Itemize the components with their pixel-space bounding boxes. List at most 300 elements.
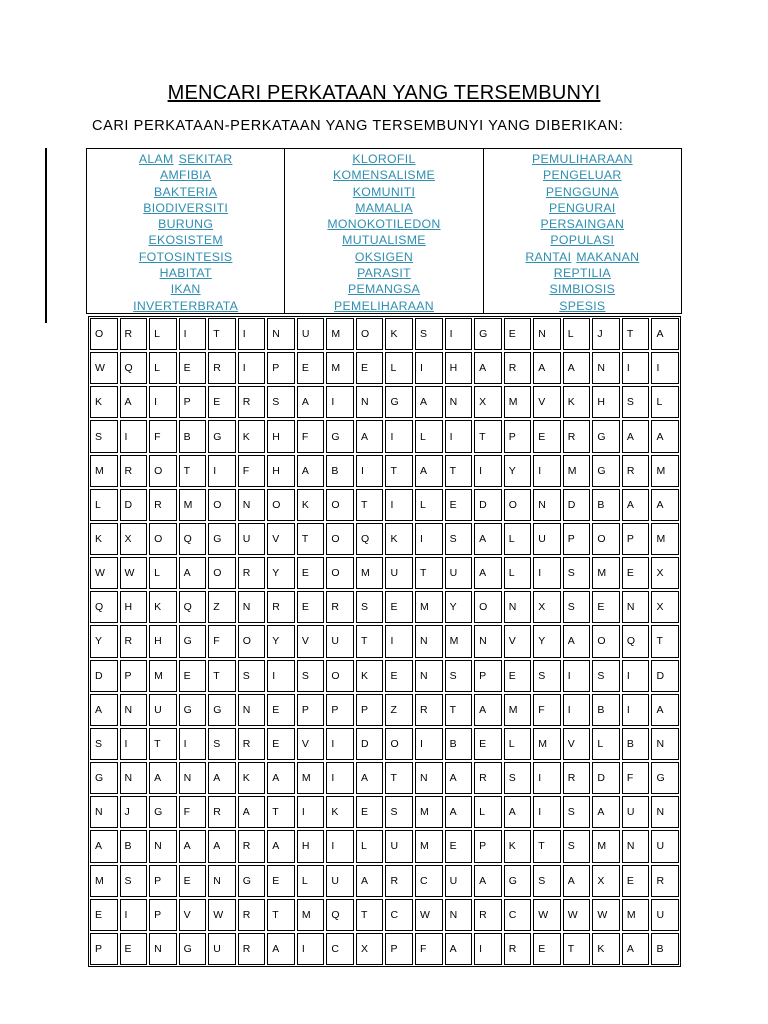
- grid-cell[interactable]: [297, 557, 325, 589]
- grid-cell[interactable]: [445, 557, 473, 589]
- grid-cell[interactable]: [90, 899, 118, 931]
- word-list-item[interactable]: [550, 232, 614, 248]
- grid-cell[interactable]: [474, 523, 502, 555]
- grid-cell[interactable]: [651, 591, 679, 623]
- grid-cell[interactable]: [149, 523, 177, 555]
- grid-cell[interactable]: [415, 762, 443, 794]
- grid-cell[interactable]: [90, 557, 118, 589]
- grid-cell[interactable]: [149, 557, 177, 589]
- grid-cell[interactable]: [592, 762, 620, 794]
- word-list-item[interactable]: [171, 281, 201, 297]
- grid-cell[interactable]: [120, 591, 148, 623]
- grid-cell[interactable]: [474, 386, 502, 418]
- grid-cell[interactable]: [445, 523, 473, 555]
- grid-cell[interactable]: [504, 318, 532, 350]
- grid-cell[interactable]: [326, 728, 354, 760]
- grid-cell[interactable]: [504, 557, 532, 589]
- grid-cell[interactable]: [592, 386, 620, 418]
- grid-cell[interactable]: [179, 694, 207, 726]
- word-link[interactable]: INVERTERBRATA: [133, 298, 239, 313]
- word-list-item[interactable]: [559, 298, 605, 314]
- word-link[interactable]: ALAM: [138, 152, 174, 166]
- grid-cell[interactable]: [651, 728, 679, 760]
- grid-cell[interactable]: [326, 318, 354, 350]
- grid-cell[interactable]: [474, 694, 502, 726]
- word-link[interactable]: SPESIS: [559, 298, 606, 313]
- grid-cell[interactable]: [297, 625, 325, 657]
- grid-cell[interactable]: [563, 865, 591, 897]
- grid-cell[interactable]: [533, 865, 561, 897]
- grid-cell[interactable]: [326, 523, 354, 555]
- grid-cell[interactable]: [651, 455, 679, 487]
- word-list-item[interactable]: [333, 167, 435, 183]
- grid-cell[interactable]: [651, 933, 679, 965]
- grid-cell[interactable]: [238, 830, 266, 862]
- grid-cell[interactable]: [267, 318, 295, 350]
- grid-cell[interactable]: [533, 489, 561, 521]
- grid-cell[interactable]: [622, 830, 650, 862]
- word-link[interactable]: PENGGUNA: [545, 184, 619, 199]
- grid-cell[interactable]: [267, 796, 295, 828]
- grid-cell[interactable]: [297, 728, 325, 760]
- grid-cell[interactable]: [415, 728, 443, 760]
- grid-cell[interactable]: [563, 420, 591, 452]
- grid-cell[interactable]: [179, 489, 207, 521]
- grid-cell[interactable]: [149, 830, 177, 862]
- grid-cell[interactable]: [120, 865, 148, 897]
- grid-cell[interactable]: [592, 420, 620, 452]
- grid-cell[interactable]: [297, 694, 325, 726]
- grid-cell[interactable]: [149, 625, 177, 657]
- grid-cell[interactable]: [356, 762, 384, 794]
- grid-cell[interactable]: [622, 386, 650, 418]
- grid-cell[interactable]: [474, 591, 502, 623]
- grid-cell[interactable]: [415, 625, 443, 657]
- grid-cell[interactable]: [651, 660, 679, 692]
- grid-cell[interactable]: [592, 830, 620, 862]
- grid-cell[interactable]: [504, 591, 532, 623]
- word-list-item[interactable]: [148, 232, 222, 248]
- word-link[interactable]: BIODIVERSITI: [143, 200, 229, 215]
- grid-cell[interactable]: [651, 899, 679, 931]
- grid-cell[interactable]: [267, 455, 295, 487]
- grid-cell[interactable]: [651, 386, 679, 418]
- grid-cell[interactable]: [238, 899, 266, 931]
- word-list-item[interactable]: [357, 265, 411, 281]
- word-link[interactable]: BURUNG: [158, 217, 214, 232]
- grid-cell[interactable]: [297, 523, 325, 555]
- grid-cell[interactable]: [267, 899, 295, 931]
- word-list-item[interactable]: [342, 232, 426, 248]
- grid-cell[interactable]: [474, 660, 502, 692]
- grid-cell[interactable]: [445, 899, 473, 931]
- grid-cell[interactable]: [120, 386, 148, 418]
- grid-cell[interactable]: [533, 830, 561, 862]
- grid-cell[interactable]: [179, 557, 207, 589]
- grid-cell[interactable]: [297, 899, 325, 931]
- grid-cell[interactable]: [238, 591, 266, 623]
- grid-cell[interactable]: [533, 762, 561, 794]
- grid-cell[interactable]: [474, 420, 502, 452]
- grid-cell[interactable]: [179, 455, 207, 487]
- grid-cell[interactable]: [592, 796, 620, 828]
- grid-cell[interactable]: [504, 830, 532, 862]
- word-link[interactable]: PEMANGSA: [347, 282, 421, 297]
- grid-cell[interactable]: [504, 865, 532, 897]
- grid-cell[interactable]: [326, 625, 354, 657]
- grid-cell[interactable]: [149, 386, 177, 418]
- grid-cell[interactable]: [356, 523, 384, 555]
- grid-cell[interactable]: [297, 933, 325, 965]
- grid-cell[interactable]: [120, 489, 148, 521]
- grid-cell[interactable]: [474, 625, 502, 657]
- grid-cell[interactable]: [592, 557, 620, 589]
- grid-cell[interactable]: [297, 796, 325, 828]
- grid-cell[interactable]: [504, 899, 532, 931]
- grid-cell[interactable]: [208, 830, 236, 862]
- grid-cell[interactable]: [356, 386, 384, 418]
- grid-cell[interactable]: [415, 591, 443, 623]
- grid-cell[interactable]: [415, 455, 443, 487]
- grid-cell[interactable]: [563, 352, 591, 384]
- grid-cell[interactable]: [149, 660, 177, 692]
- word-link[interactable]: PENGURAI: [549, 200, 616, 215]
- grid-cell[interactable]: [445, 933, 473, 965]
- grid-cell[interactable]: [267, 489, 295, 521]
- grid-cell[interactable]: [504, 352, 532, 384]
- grid-cell[interactable]: [297, 660, 325, 692]
- grid-cell[interactable]: [415, 933, 443, 965]
- grid-cell[interactable]: [504, 625, 532, 657]
- grid-cell[interactable]: [179, 352, 207, 384]
- grid-cell[interactable]: [445, 865, 473, 897]
- grid-cell[interactable]: [120, 352, 148, 384]
- grid-cell[interactable]: [533, 933, 561, 965]
- grid-cell[interactable]: [474, 796, 502, 828]
- grid-cell[interactable]: [238, 420, 266, 452]
- grid-cell[interactable]: [267, 694, 295, 726]
- grid-cell[interactable]: [356, 591, 384, 623]
- grid-cell[interactable]: [415, 523, 443, 555]
- grid-cell[interactable]: [149, 762, 177, 794]
- grid-cell[interactable]: [208, 762, 236, 794]
- grid-cell[interactable]: [445, 660, 473, 692]
- word-list-item[interactable]: [546, 184, 619, 200]
- grid-cell[interactable]: [326, 489, 354, 521]
- grid-cell[interactable]: [238, 557, 266, 589]
- grid-cell[interactable]: [563, 899, 591, 931]
- grid-cell[interactable]: [149, 455, 177, 487]
- word-link[interactable]: OKSIGEN: [354, 249, 414, 264]
- grid-cell[interactable]: [267, 420, 295, 452]
- grid-cell[interactable]: [149, 728, 177, 760]
- grid-cell[interactable]: [238, 489, 266, 521]
- grid-cell[interactable]: [326, 386, 354, 418]
- grid-cell[interactable]: [297, 318, 325, 350]
- grid-cell[interactable]: [179, 728, 207, 760]
- grid-cell[interactable]: [208, 865, 236, 897]
- grid-cell[interactable]: [651, 830, 679, 862]
- grid-cell[interactable]: [622, 455, 650, 487]
- grid-cell[interactable]: [179, 625, 207, 657]
- grid-cell[interactable]: [592, 694, 620, 726]
- word-link[interactable]: PERSAINGAN: [540, 217, 625, 232]
- grid-cell[interactable]: [238, 762, 266, 794]
- grid-cell[interactable]: [149, 865, 177, 897]
- grid-cell[interactable]: [622, 489, 650, 521]
- grid-cell[interactable]: [356, 660, 384, 692]
- grid-cell[interactable]: [651, 318, 679, 350]
- grid-cell[interactable]: [415, 318, 443, 350]
- grid-cell[interactable]: [90, 933, 118, 965]
- grid-cell[interactable]: [504, 660, 532, 692]
- grid-cell[interactable]: [149, 318, 177, 350]
- grid-cell[interactable]: [385, 899, 413, 931]
- grid-cell[interactable]: [474, 489, 502, 521]
- grid-cell[interactable]: [533, 557, 561, 589]
- grid-cell[interactable]: [622, 728, 650, 760]
- word-link[interactable]: MAMALIA: [355, 200, 413, 215]
- grid-cell[interactable]: [563, 625, 591, 657]
- grid-cell[interactable]: [385, 830, 413, 862]
- grid-cell[interactable]: [179, 420, 207, 452]
- grid-cell[interactable]: [356, 865, 384, 897]
- grid-cell[interactable]: [592, 625, 620, 657]
- grid-cell[interactable]: [90, 386, 118, 418]
- grid-cell[interactable]: [651, 523, 679, 555]
- grid-cell[interactable]: [415, 899, 443, 931]
- grid-cell[interactable]: [90, 728, 118, 760]
- grid-cell[interactable]: [267, 386, 295, 418]
- grid-cell[interactable]: [149, 352, 177, 384]
- grid-cell[interactable]: [385, 660, 413, 692]
- grid-cell[interactable]: [651, 625, 679, 657]
- grid-cell[interactable]: [533, 386, 561, 418]
- grid-cell[interactable]: [385, 489, 413, 521]
- grid-cell[interactable]: [474, 830, 502, 862]
- grid-cell[interactable]: [297, 865, 325, 897]
- grid-cell[interactable]: [622, 420, 650, 452]
- grid-cell[interactable]: [179, 523, 207, 555]
- grid-cell[interactable]: [120, 318, 148, 350]
- grid-cell[interactable]: [326, 899, 354, 931]
- grid-cell[interactable]: [179, 796, 207, 828]
- grid-cell[interactable]: [120, 796, 148, 828]
- grid-cell[interactable]: [120, 694, 148, 726]
- grid-cell[interactable]: [149, 933, 177, 965]
- grid-cell[interactable]: [385, 796, 413, 828]
- grid-cell[interactable]: [592, 899, 620, 931]
- grid-cell[interactable]: [563, 762, 591, 794]
- grid-cell[interactable]: [120, 762, 148, 794]
- word-list-item[interactable]: [352, 151, 415, 167]
- grid-cell[interactable]: [267, 557, 295, 589]
- grid-cell[interactable]: [504, 420, 532, 452]
- grid-cell[interactable]: [622, 899, 650, 931]
- word-list-item[interactable]: [327, 216, 440, 232]
- word-link[interactable]: IKAN: [170, 282, 201, 297]
- grid-cell[interactable]: [415, 489, 443, 521]
- word-list-item[interactable]: [139, 151, 233, 167]
- grid-cell[interactable]: [592, 591, 620, 623]
- word-link[interactable]: BAKTERIA: [154, 184, 218, 199]
- grid-cell[interactable]: [208, 455, 236, 487]
- grid-cell[interactable]: [385, 557, 413, 589]
- grid-cell[interactable]: [120, 557, 148, 589]
- grid-cell[interactable]: [356, 318, 384, 350]
- grid-cell[interactable]: [385, 933, 413, 965]
- grid-cell[interactable]: [651, 762, 679, 794]
- grid-cell[interactable]: [651, 865, 679, 897]
- grid-cell[interactable]: [474, 933, 502, 965]
- grid-cell[interactable]: [149, 796, 177, 828]
- grid-cell[interactable]: [474, 318, 502, 350]
- grid-cell[interactable]: [651, 694, 679, 726]
- grid-cell[interactable]: [267, 625, 295, 657]
- grid-cell[interactable]: [385, 318, 413, 350]
- grid-cell[interactable]: [415, 386, 443, 418]
- grid-cell[interactable]: [326, 796, 354, 828]
- grid-cell[interactable]: [326, 830, 354, 862]
- word-list-item[interactable]: [554, 265, 611, 281]
- grid-cell[interactable]: [179, 386, 207, 418]
- grid-cell[interactable]: [208, 420, 236, 452]
- grid-cell[interactable]: [622, 523, 650, 555]
- grid-cell[interactable]: [356, 830, 384, 862]
- grid-cell[interactable]: [179, 660, 207, 692]
- grid-cell[interactable]: [120, 625, 148, 657]
- word-link[interactable]: EKOSISTEM: [148, 233, 223, 248]
- grid-cell[interactable]: [474, 899, 502, 931]
- grid-cell[interactable]: [385, 523, 413, 555]
- grid-cell[interactable]: [504, 762, 532, 794]
- grid-cell[interactable]: [90, 318, 118, 350]
- grid-cell[interactable]: [504, 523, 532, 555]
- grid-cell[interactable]: [90, 660, 118, 692]
- grid-cell[interactable]: [238, 386, 266, 418]
- grid-cell[interactable]: [563, 796, 591, 828]
- grid-cell[interactable]: [326, 865, 354, 897]
- word-list-item[interactable]: [525, 249, 639, 265]
- grid-cell[interactable]: [179, 899, 207, 931]
- grid-cell[interactable]: [356, 455, 384, 487]
- grid-cell[interactable]: [533, 523, 561, 555]
- grid-cell[interactable]: [356, 899, 384, 931]
- grid-cell[interactable]: [592, 933, 620, 965]
- word-link[interactable]: MUTUALISME: [342, 233, 426, 248]
- grid-cell[interactable]: [238, 728, 266, 760]
- grid-cell[interactable]: [474, 865, 502, 897]
- grid-cell[interactable]: [149, 899, 177, 931]
- grid-cell[interactable]: [445, 694, 473, 726]
- grid-cell[interactable]: [179, 318, 207, 350]
- grid-cell[interactable]: [622, 591, 650, 623]
- grid-cell[interactable]: [297, 455, 325, 487]
- grid-cell[interactable]: [504, 728, 532, 760]
- grid-cell[interactable]: [445, 625, 473, 657]
- word-link[interactable]: SEKITAR: [178, 152, 233, 166]
- grid-cell[interactable]: [445, 386, 473, 418]
- grid-cell[interactable]: [415, 660, 443, 692]
- grid-cell[interactable]: [326, 694, 354, 726]
- word-list-item[interactable]: [160, 265, 212, 281]
- grid-cell[interactable]: [592, 660, 620, 692]
- grid-cell[interactable]: [504, 386, 532, 418]
- grid-cell[interactable]: [179, 762, 207, 794]
- grid-cell[interactable]: [622, 352, 650, 384]
- word-list-item[interactable]: [154, 184, 217, 200]
- grid-cell[interactable]: [356, 557, 384, 589]
- grid-cell[interactable]: [563, 830, 591, 862]
- grid-cell[interactable]: [267, 352, 295, 384]
- word-link[interactable]: KOMUNITI: [352, 184, 416, 199]
- word-list-item[interactable]: [549, 200, 616, 216]
- grid-cell[interactable]: [90, 489, 118, 521]
- grid-cell[interactable]: [179, 865, 207, 897]
- grid-cell[interactable]: [120, 420, 148, 452]
- grid-cell[interactable]: [356, 796, 384, 828]
- grid-cell[interactable]: [504, 455, 532, 487]
- grid-cell[interactable]: [238, 660, 266, 692]
- grid-cell[interactable]: [238, 352, 266, 384]
- grid-cell[interactable]: [504, 796, 532, 828]
- grid-cell[interactable]: [238, 694, 266, 726]
- grid-cell[interactable]: [622, 796, 650, 828]
- grid-cell[interactable]: [267, 830, 295, 862]
- grid-cell[interactable]: [267, 728, 295, 760]
- grid-cell[interactable]: [149, 420, 177, 452]
- grid-cell[interactable]: [592, 865, 620, 897]
- grid-cell[interactable]: [651, 557, 679, 589]
- grid-cell[interactable]: [474, 455, 502, 487]
- grid-cell[interactable]: [238, 933, 266, 965]
- grid-cell[interactable]: [238, 455, 266, 487]
- grid-cell[interactable]: [238, 865, 266, 897]
- grid-cell[interactable]: [326, 455, 354, 487]
- grid-cell[interactable]: [297, 420, 325, 452]
- grid-cell[interactable]: [445, 830, 473, 862]
- grid-cell[interactable]: [149, 694, 177, 726]
- word-list-item[interactable]: [158, 216, 213, 232]
- grid-cell[interactable]: [267, 933, 295, 965]
- grid-cell[interactable]: [208, 728, 236, 760]
- grid-cell[interactable]: [533, 591, 561, 623]
- grid-cell[interactable]: [474, 762, 502, 794]
- word-list-item[interactable]: [160, 167, 211, 183]
- grid-cell[interactable]: [356, 420, 384, 452]
- grid-cell[interactable]: [90, 523, 118, 555]
- grid-cell[interactable]: [415, 420, 443, 452]
- grid-cell[interactable]: [267, 762, 295, 794]
- grid-cell[interactable]: [563, 591, 591, 623]
- grid-cell[interactable]: [356, 489, 384, 521]
- grid-cell[interactable]: [415, 796, 443, 828]
- grid-cell[interactable]: [445, 762, 473, 794]
- grid-cell[interactable]: [297, 591, 325, 623]
- grid-cell[interactable]: [267, 591, 295, 623]
- word-list-item[interactable]: [348, 281, 420, 297]
- grid-cell[interactable]: [326, 660, 354, 692]
- grid-cell[interactable]: [326, 591, 354, 623]
- grid-cell[interactable]: [563, 694, 591, 726]
- grid-cell[interactable]: [563, 557, 591, 589]
- word-list-item[interactable]: [133, 298, 238, 314]
- grid-cell[interactable]: [385, 625, 413, 657]
- grid-cell[interactable]: [385, 694, 413, 726]
- grid-cell[interactable]: [415, 557, 443, 589]
- grid-cell[interactable]: [563, 523, 591, 555]
- grid-cell[interactable]: [90, 694, 118, 726]
